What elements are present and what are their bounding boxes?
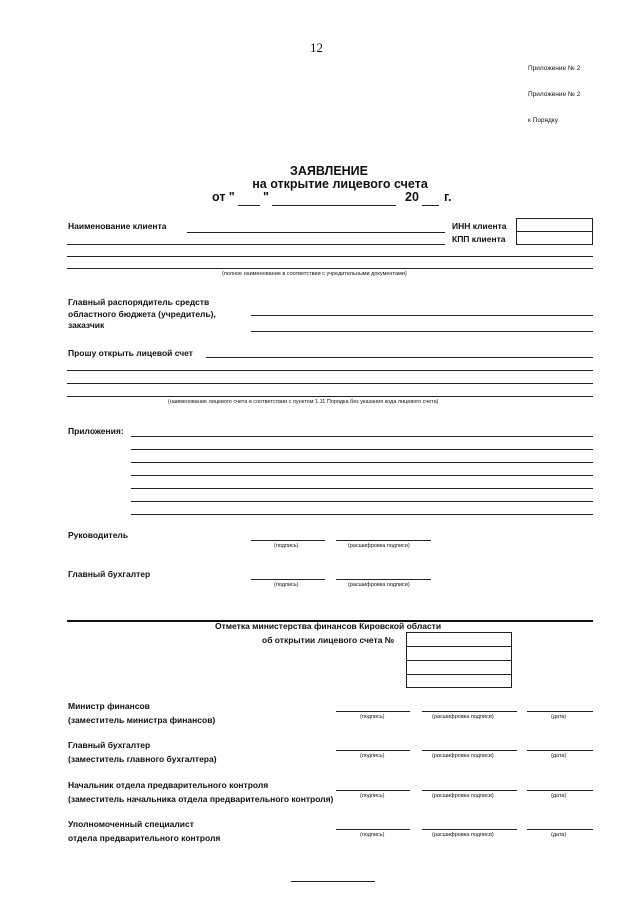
account-number-divider xyxy=(406,674,512,675)
attachment-line[interactable] xyxy=(131,514,593,515)
to-order-label: к Порядку xyxy=(528,117,558,124)
date-month-field[interactable] xyxy=(272,205,396,206)
official-date-hint: (дата) xyxy=(551,714,567,720)
official-date-hint: (дата) xyxy=(551,793,567,799)
signature-decode-field[interactable] xyxy=(336,579,431,580)
distributor-label-2: областного бюджета (учредитель), xyxy=(68,309,216,319)
ministry-title: Отметка министерства финансов Кировской области xyxy=(215,621,442,631)
request-hint: (наименование лицевого счета в соответствии с пунктом 1.11 Порядка без указания кода лицевого счета) xyxy=(168,399,439,405)
official-date-field[interactable] xyxy=(527,750,593,751)
signature-hint: (подпись) xyxy=(274,543,299,549)
signature-decode-hint: (расшифровка подписи) xyxy=(348,543,410,549)
client-name-field-2[interactable] xyxy=(67,244,445,245)
attachment-line[interactable] xyxy=(131,436,593,437)
official-decode-field[interactable] xyxy=(422,711,517,712)
official-subtitle: (заместитель министра финансов) xyxy=(68,715,216,725)
signature-role: Главный бухгалтер xyxy=(68,569,151,579)
official-decode-field[interactable] xyxy=(422,790,517,791)
official-title: Уполномоченный специалист xyxy=(68,819,194,829)
client-name-field[interactable] xyxy=(187,232,445,233)
signature-decode-hint: (расшифровка подписи) xyxy=(348,582,410,588)
official-title: Главный бухгалтер xyxy=(68,740,151,750)
official-title: Министр финансов xyxy=(68,701,150,711)
appendix-label-2: Приложение № 2 xyxy=(528,91,581,98)
attachment-line[interactable] xyxy=(131,475,593,476)
official-subtitle: отдела предварительного контроля xyxy=(68,833,221,843)
official-signature-hint: (подпись) xyxy=(360,753,385,759)
appendix-label: Приложение № 2 xyxy=(528,65,581,72)
official-decode-field[interactable] xyxy=(422,750,517,751)
ministry-account-label: об открытии лицевого счета № xyxy=(262,635,395,645)
official-subtitle: (заместитель начальника отдела предварительного контроля) xyxy=(68,794,334,804)
signature-decode-field[interactable] xyxy=(336,540,431,541)
inn-label: ИНН клиента xyxy=(452,221,507,231)
kpp-label: КПП клиента xyxy=(452,234,506,244)
official-signature-field[interactable] xyxy=(336,790,410,791)
official-signature-field[interactable] xyxy=(336,829,410,830)
attachment-line[interactable] xyxy=(131,449,593,450)
account-number-divider xyxy=(406,660,512,661)
document-subtitle: на открытие лицевого счета xyxy=(252,177,428,191)
request-field-3[interactable] xyxy=(67,383,593,384)
date-suffix: г. xyxy=(444,190,452,204)
official-decode-hint: (расшифровка подписи) xyxy=(432,753,494,759)
client-name-label: Наименование клиента xyxy=(68,221,167,231)
attachment-line[interactable] xyxy=(131,488,593,489)
official-signature-hint: (подпись) xyxy=(360,793,385,799)
official-date-field[interactable] xyxy=(527,790,593,791)
request-field[interactable] xyxy=(206,357,593,358)
request-label: Прошу открыть лицевой счет xyxy=(68,348,193,358)
distributor-label-1: Главный распорядитель средств xyxy=(68,297,210,307)
request-field-2[interactable] xyxy=(67,370,593,371)
inn-kpp-divider xyxy=(516,231,593,232)
distributor-field[interactable] xyxy=(251,315,593,316)
signature-field[interactable] xyxy=(251,540,325,541)
date-quote: " xyxy=(263,190,269,204)
attachment-line[interactable] xyxy=(131,501,593,502)
official-date-hint: (дата) xyxy=(551,753,567,759)
official-date-hint: (дата) xyxy=(551,832,567,838)
official-decode-hint: (расшифровка подписи) xyxy=(432,793,494,799)
official-signature-field[interactable] xyxy=(336,750,410,751)
footer-separator xyxy=(291,881,375,882)
document-title: ЗАЯВЛЕНИЕ xyxy=(289,164,368,178)
signature-hint: (подпись) xyxy=(274,582,299,588)
official-date-field[interactable] xyxy=(527,711,593,712)
date-year-prefix: 20 xyxy=(405,190,419,204)
request-field-4[interactable] xyxy=(67,396,593,397)
page-number: 12 xyxy=(310,40,323,55)
distributor-field-2[interactable] xyxy=(251,331,593,332)
official-decode-field[interactable] xyxy=(422,829,517,830)
distributor-label-3: заказчик xyxy=(68,320,105,330)
official-title: Начальник отдела предварительного контроля xyxy=(68,780,269,790)
attachments-label: Приложения: xyxy=(68,426,124,436)
official-decode-hint: (расшифровка подписи) xyxy=(432,832,494,838)
official-signature-hint: (подпись) xyxy=(360,832,385,838)
signature-role: Руководитель xyxy=(68,530,129,540)
official-date-field[interactable] xyxy=(527,829,593,830)
official-decode-hint: (расшифровка подписи) xyxy=(432,714,494,720)
client-name-hint: (полное наименование в соответствии с учредительными документами) xyxy=(222,271,407,277)
date-prefix: от " xyxy=(212,190,235,204)
signature-field[interactable] xyxy=(251,579,325,580)
official-subtitle: (заместитель главного бухгалтера) xyxy=(68,754,217,764)
attachment-line[interactable] xyxy=(131,462,593,463)
client-name-field-3[interactable] xyxy=(67,256,593,257)
client-name-field-4[interactable] xyxy=(67,268,593,269)
date-year-field[interactable] xyxy=(422,205,439,206)
official-signature-field[interactable] xyxy=(336,711,410,712)
date-day-field[interactable] xyxy=(238,205,260,206)
account-number-divider xyxy=(406,646,512,647)
official-signature-hint: (подпись) xyxy=(360,714,385,720)
